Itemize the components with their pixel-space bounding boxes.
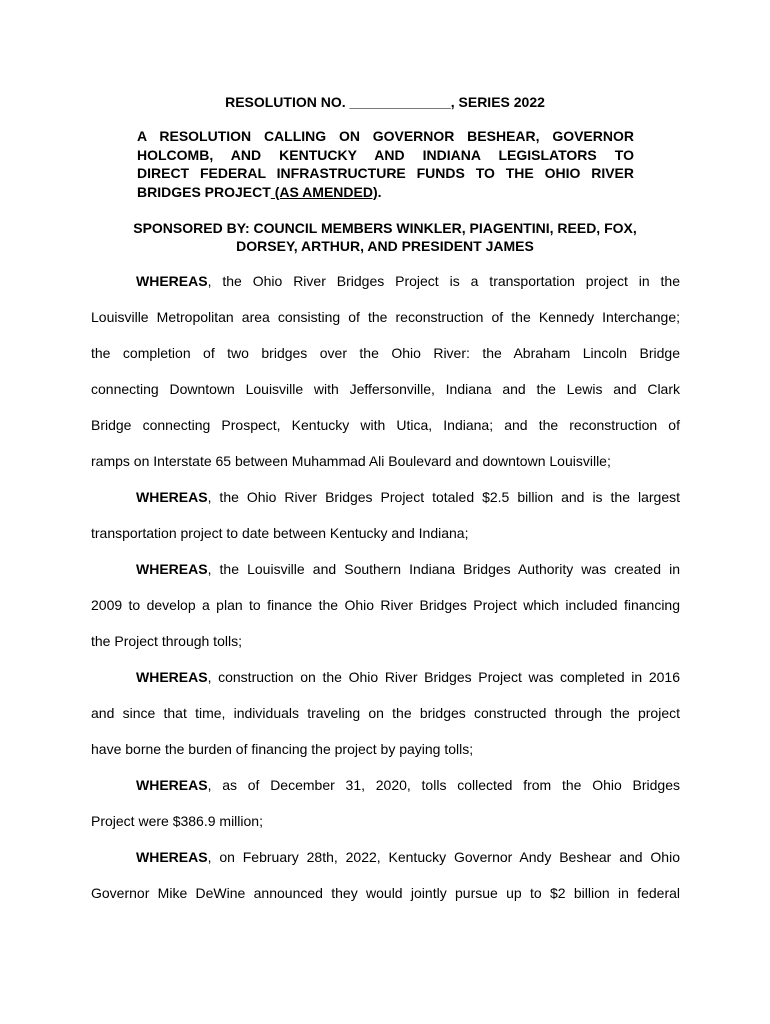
title-last-suffix: . — [377, 183, 382, 200]
title-line: HOLCOMB, AND KENTUCKY AND INDIANA LEGISLATORS TO — [137, 146, 634, 163]
title-line: A RESOLUTION CALLING ON GOVERNOR BESHEAR, GOVERNOR — [137, 128, 634, 144]
whereas-clause-line — [91, 486, 680, 522]
clause-line: ramps on Interstate 65 between Muhammad Ali Boulevard and downtown Louisville; — [91, 453, 611, 469]
clause-line: Louisville Metropolitan area consisting of the reconstruction of the Kennedy Interchange; — [91, 309, 680, 325]
sponsor-line: SPONSORED BY: COUNCIL MEMBERS WINKLER, PIAGENTINI, REED, FOX, — [133, 220, 637, 236]
clause-line: Governor Mike DeWine announced they would jointly pursue up to $2 billion in federal — [91, 885, 680, 901]
clause-line: 2009 to develop a plan to finance the Ohio River Bridges Project which included financing — [91, 597, 680, 613]
whereas-clause-line — [91, 846, 680, 882]
whereas-clause-line — [91, 666, 680, 702]
clause-text: , the Ohio River Bridges Project is a transportation project in the — [207, 273, 680, 289]
clause-text: , on February 28th, 2022, Kentucky Governor Andy Beshear and Ohio — [207, 849, 680, 865]
resolution-body — [91, 270, 680, 918]
whereas-keyword: WHEREAS — [136, 777, 208, 793]
as-amended-marker: (AS AMENDED) — [270, 183, 378, 200]
whereas-keyword: WHEREAS — [136, 849, 208, 865]
sponsors-statement — [90, 219, 680, 255]
clause-text: , construction on the Ohio River Bridges Project was completed in 2016 — [207, 669, 680, 685]
whereas-clause-line — [91, 774, 680, 810]
title-line-last — [137, 183, 634, 202]
clause-text: , the Ohio River Bridges Project totaled $2.5 billion and is the largest — [207, 489, 680, 505]
sponsor-line: DORSEY, ARTHUR, AND PRESIDENT JAMES — [236, 238, 534, 254]
whereas-keyword: WHEREAS — [136, 669, 208, 685]
whereas-clause-line — [91, 270, 680, 306]
resolution-number-heading: RESOLUTION NO. _____________, SERIES 2022 — [225, 94, 545, 110]
clause-line: the completion of two bridges over the Ohio River: the Abraham Lincoln Bridge — [91, 345, 680, 361]
clause-line: Project were $386.9 million; — [91, 813, 263, 829]
whereas-keyword: WHEREAS — [136, 273, 208, 289]
clause-line: transportation project to date between Kentucky and Indiana; — [91, 525, 469, 541]
clause-text: , as of December 31, 2020, tolls collected from the Ohio Bridges — [207, 777, 680, 793]
title-line: DIRECT FEDERAL INFRASTRUCTURE FUNDS TO THE OHIO RIVER — [137, 165, 634, 181]
clause-line: the Project through tolls; — [91, 633, 242, 649]
title-last-prefix: BRIDGES PROJECT — [137, 183, 271, 200]
whereas-clause-line — [91, 558, 680, 594]
whereas-keyword: WHEREAS — [136, 561, 208, 577]
clause-text: , the Louisville and Southern Indiana Bridges Authority was created in — [207, 561, 680, 577]
clause-line: and since that time, individuals traveling on the bridges constructed through the project — [91, 705, 680, 721]
clause-line: have borne the burden of financing the project by paying tolls; — [91, 741, 474, 757]
clause-line: connecting Downtown Louisville with Jeffersonville, Indiana and the Lewis and Clark — [91, 381, 680, 397]
resolution-title — [137, 127, 634, 201]
whereas-keyword: WHEREAS — [136, 489, 208, 505]
clause-line: Bridge connecting Prospect, Kentucky with Utica, Indiana; and the reconstruction of — [91, 417, 680, 433]
